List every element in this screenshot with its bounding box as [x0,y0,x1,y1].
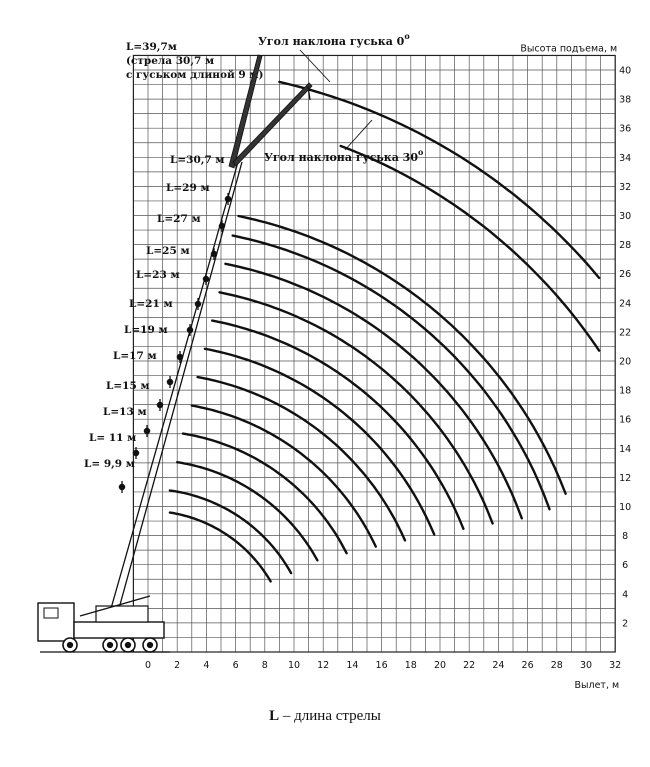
x-tick-label: 26 [521,660,534,671]
boom-curve [239,216,566,494]
truck-wheel-hub [68,643,73,648]
y-tick-label: 38 [619,94,632,106]
y-tick-label: 30 [619,211,632,222]
y-tick-label: 6 [622,560,629,572]
x-tick-label: 16 [375,660,388,671]
grid-lines [133,55,615,652]
boom-length-label: L=21 м [129,298,173,310]
jib-angle-0-superscript: о [404,31,410,41]
y-tick-label: 22 [619,327,632,339]
x-tick-label: 20 [433,660,447,671]
jib-boom-length-label: с гуськом длиной 9 м) [126,69,264,81]
boom-length-label: L= 11 м [89,432,137,444]
x-tick-label: 24 [492,660,505,671]
x-tick-label: 8 [261,660,268,671]
jib-angle-0-label: Угол наклона гуська $0^о$ [258,31,410,48]
boom-curve [170,513,271,582]
jib-curve [279,82,599,278]
y-tick-label: 34 [619,152,632,164]
x-tick-label: 4 [203,660,210,671]
y-tick-label: 10 [619,502,632,513]
boom-length-label: L=15 м [106,380,150,392]
y-tick-label: 16 [619,414,632,426]
boom-length-label: L=25 м [146,245,190,257]
x-tick-label: 6 [232,660,239,671]
boom-curve [170,491,291,574]
x-tick-label: 18 [404,660,417,671]
x-tick-label: 2 [174,660,181,671]
y-tick-label: 28 [619,240,632,252]
y-tick-label: 18 [619,385,632,397]
crane-turret [96,606,148,622]
x-tick-label: 14 [346,660,359,671]
y-tick-label: 20 [619,356,632,368]
x-tick-label: 22 [463,660,476,671]
y-tick-label: 36 [619,123,632,135]
y-tick-label: 8 [622,531,629,543]
y-tick-label: 40 [619,65,632,77]
boom-length-label: L=27 м [157,213,201,225]
crane-illustration [38,55,312,652]
boom-length-label: L=17 м [113,350,157,362]
y-tick-label: 24 [619,298,632,310]
jib-0-leader-line [300,50,330,82]
x-axis-title: Вылет, м [574,680,620,691]
y-tick-label: 14 [619,443,632,455]
y-tick-label: 4 [622,589,629,601]
boom-length-label: L= 9,9 м [84,458,135,470]
truck-chassis [74,622,164,638]
jib-30-leader-line [345,120,372,150]
boom-length-label: L=30,7 м [170,154,225,166]
jib-boom-length-label: (стрела 30,7 м [126,55,215,67]
y-axis-title: Высота подъема, м [520,43,618,55]
x-tick-label: 28 [550,660,563,671]
jib-angle-30-label: Угол наклона гуська $30^о$ [264,147,424,164]
truck-window [44,608,58,618]
plot-frame [133,55,615,652]
boom-curve [225,264,521,519]
footer-caption [0,708,650,725]
x-tick-label: 10 [287,660,301,671]
x-tick-label: 30 [579,660,593,671]
jib-angle-30-superscript: о [417,147,424,157]
y-tick-label: 12 [619,472,632,484]
truck-wheel-hub [108,643,113,648]
boom-length-label: L=29 м [166,182,210,194]
footer-text: – длина стрелы [279,708,381,724]
x-tick-label: 32 [609,660,622,671]
jib-curve [341,146,599,351]
y-tick-label: 32 [619,181,632,193]
x-tick-label: 0 [144,660,152,671]
jib-boom-length-label: L=39,7м [126,41,177,53]
truck-wheel-hub [148,643,153,648]
boom-length-label: L=23 м [136,269,180,281]
y-tick-label: 26 [619,269,632,281]
boom-curve [177,462,317,560]
truck-wheel-hub [126,643,131,648]
x-tick-label: 12 [317,660,330,671]
y-tick-label: 2 [622,618,629,630]
boom-length-label: L=13 м [103,406,147,418]
boom-length-label: L=19 м [124,324,168,336]
footer-letter: L [269,708,280,724]
